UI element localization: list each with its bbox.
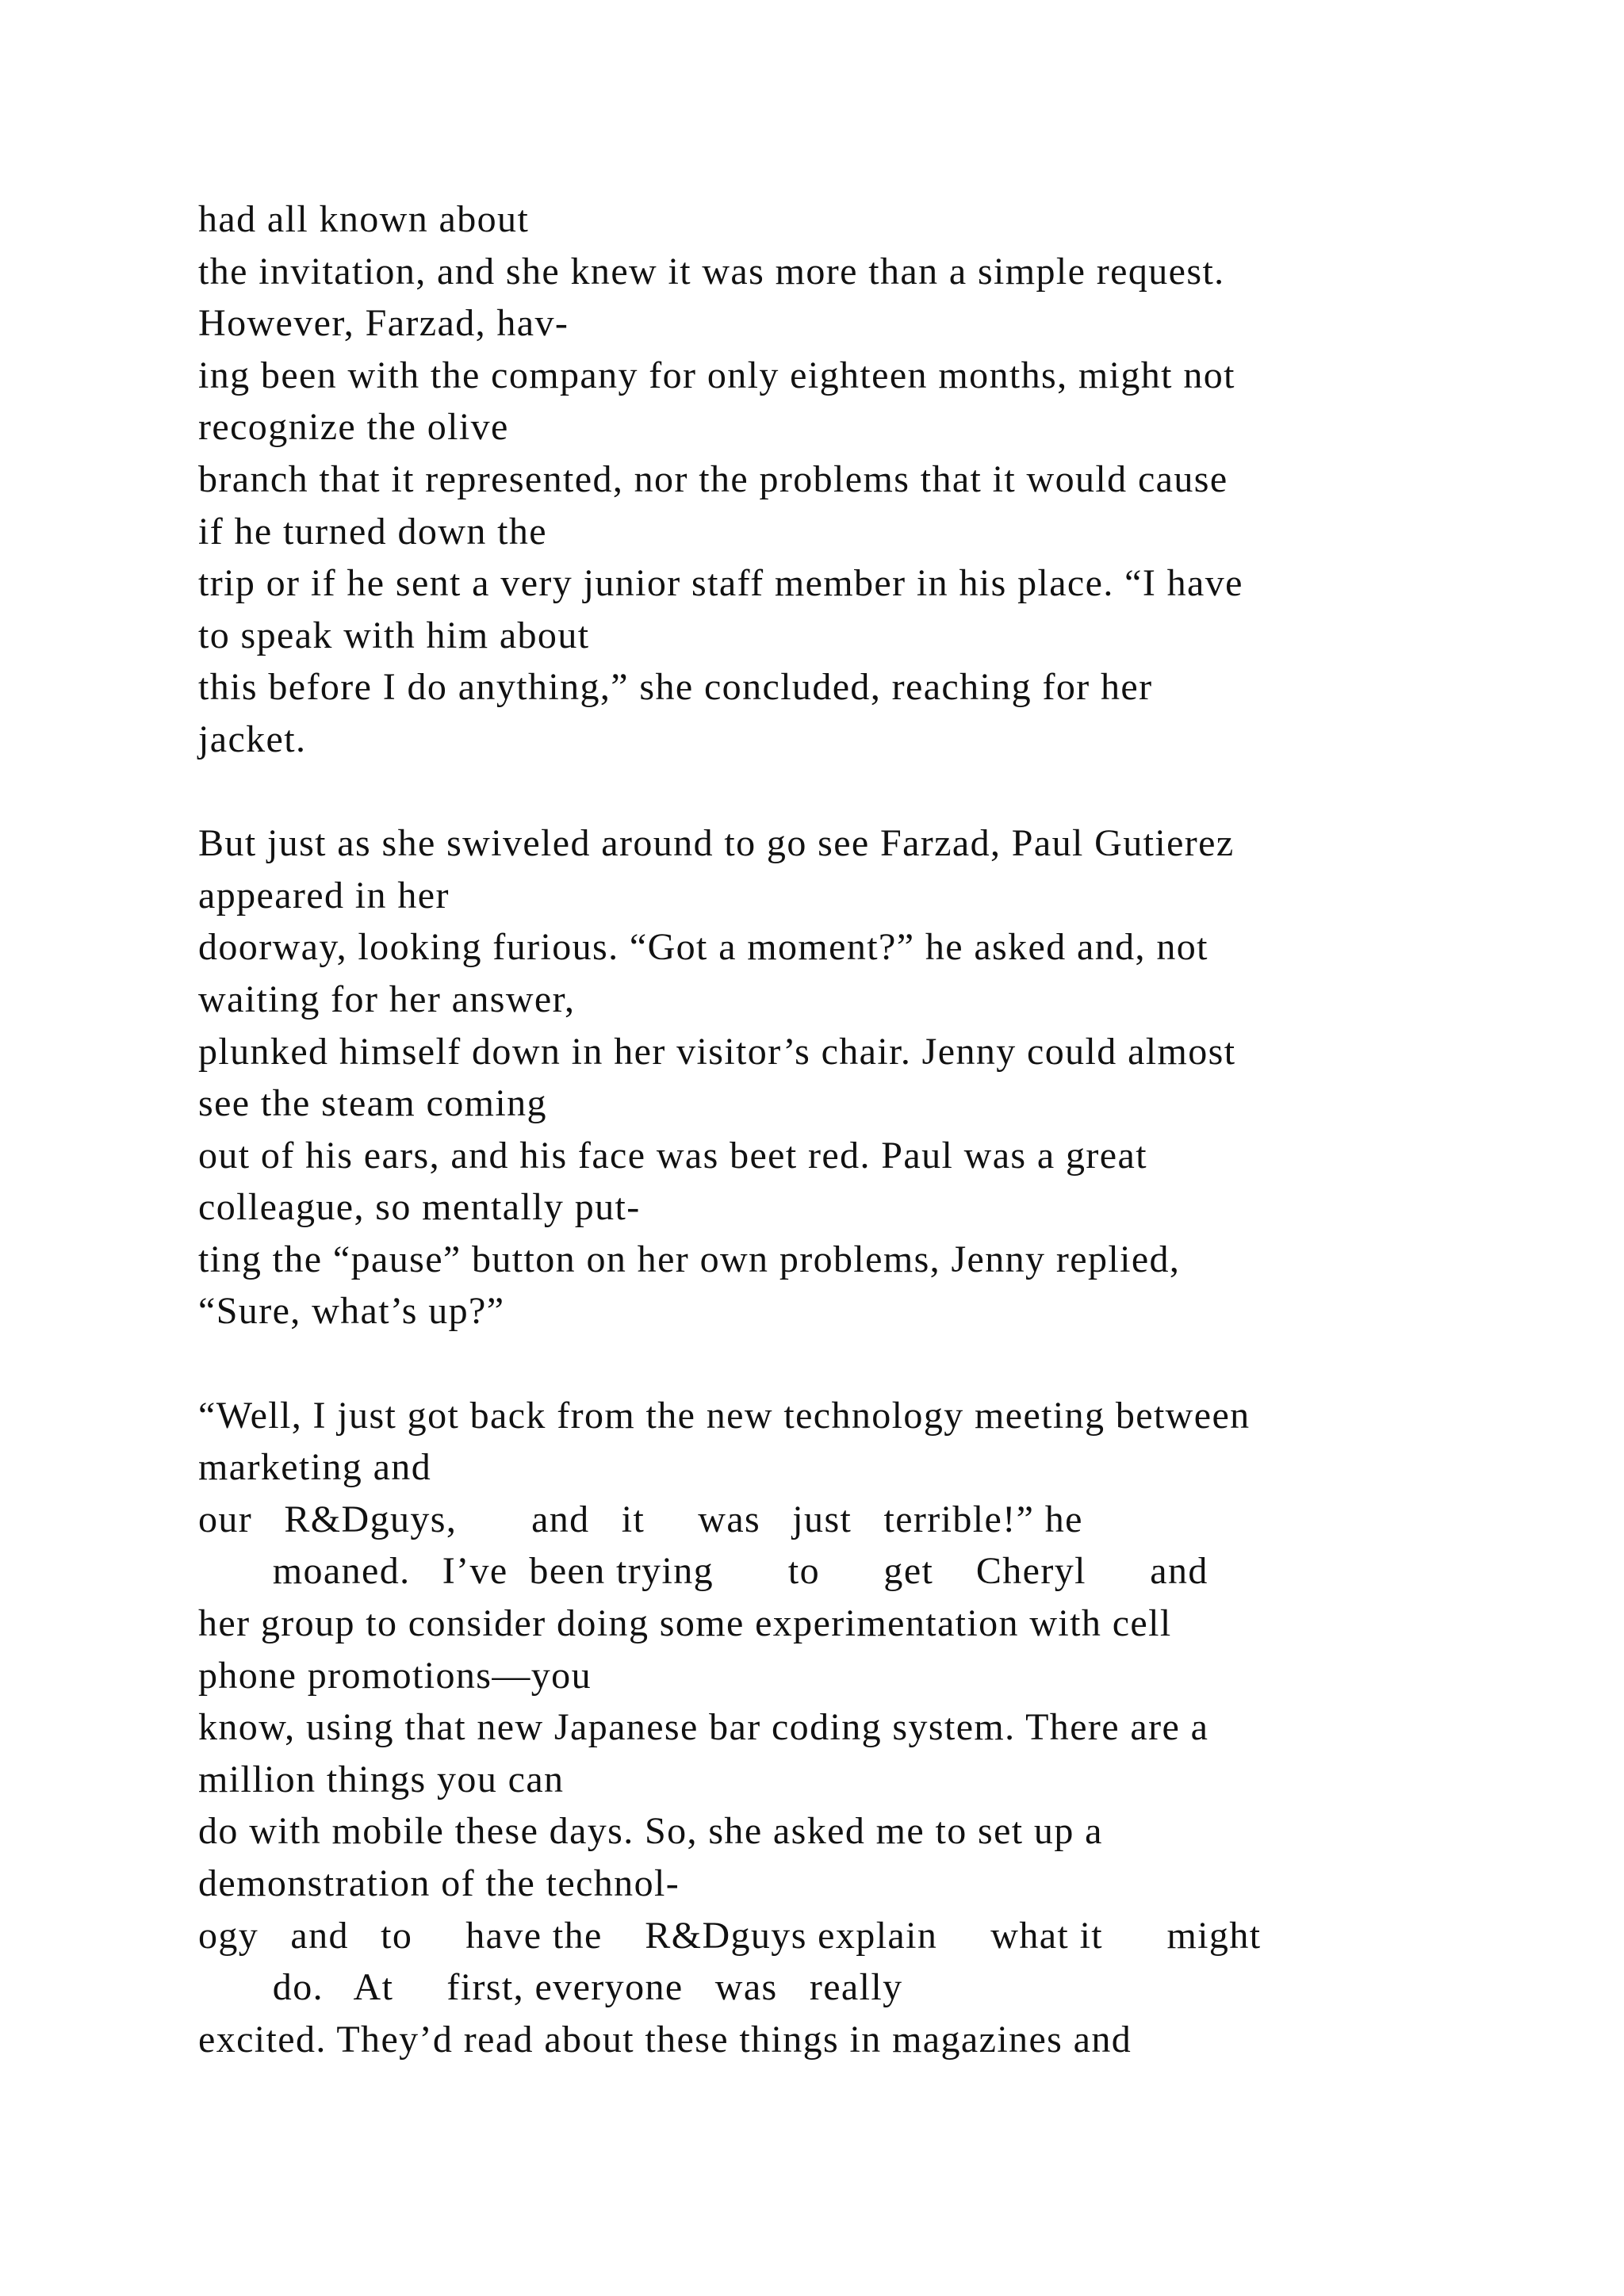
text-line: “Well, I just got back from the new technology meeting between: [198, 1394, 1251, 1437]
text-line: “Sure, what’s up?”: [198, 1290, 505, 1333]
text-line: ting the “pause” button on her own problems, Jenny replied,: [198, 1238, 1181, 1280]
paragraph: [198, 1390, 1562, 2066]
text-line: appeared in her: [198, 874, 450, 916]
text-line: had all known about: [198, 198, 530, 240]
text-line: However, Farzad, hav-: [198, 302, 569, 345]
text-line: waiting for her answer,: [198, 978, 576, 1020]
text-line: her group to consider doing some experimentation with cell: [198, 1602, 1172, 1645]
text-line: do with mobile these days. So, she asked me to set up a: [198, 1810, 1103, 1853]
text-line: ing been with the company for only eighteen months, might not: [198, 354, 1235, 396]
paragraph: [198, 193, 1562, 766]
text-line: know, using that new Japanese bar coding system. There are a: [198, 1706, 1209, 1749]
text-line: colleague, so mentally put-: [198, 1186, 641, 1229]
text-line: see the steam coming: [198, 1082, 547, 1125]
text-line: trip or if he sent a very junior staff member in his place. “I have: [198, 562, 1243, 605]
text-line: do. At first, everyone was really: [198, 1966, 903, 2009]
text-line: phone promotions—you: [198, 1654, 592, 1697]
text-line: to speak with him about: [198, 614, 590, 656]
text-line: jacket.: [198, 718, 307, 760]
text-line: ogy and to have the R&Dguys explain what it might: [198, 1914, 1262, 1957]
text-line: our R&Dguys, and it was just terrible!” he: [198, 1498, 1083, 1540]
text-line: this before I do anything,” she concluded, reaching for her: [198, 666, 1153, 709]
text-line: doorway, looking furious. “Got a moment?” he asked and, not: [198, 926, 1208, 969]
text-line: million things you can: [198, 1758, 565, 1800]
paragraph: [198, 817, 1562, 1337]
paragraph-gap: [198, 1337, 1562, 1390]
text-line: out of his ears, and his face was beet red. Paul was a great: [198, 1134, 1147, 1177]
body-text: [198, 193, 1562, 2065]
text-line: But just as she swiveled around to go see Farzad, Paul Gutierez: [198, 822, 1235, 865]
text-line: excited. They’d read about these things in magazines and: [198, 2018, 1132, 2061]
text-line: if he turned down the: [198, 510, 547, 553]
text-line: moaned. I’ve been trying to get Cheryl and: [198, 1550, 1208, 1593]
paragraph-gap: [198, 766, 1562, 818]
text-line: plunked himself down in her visitor’s chair. Jenny could almost: [198, 1030, 1236, 1073]
text-line: branch that it represented, nor the problems that it would cause: [198, 457, 1228, 500]
text-line: marketing and: [198, 1446, 432, 1489]
text-line: demonstration of the technol-: [198, 1862, 680, 1904]
text-line: recognize the olive: [198, 406, 509, 449]
text-line: the invitation, and she knew it was more than a simple request.: [198, 250, 1225, 293]
